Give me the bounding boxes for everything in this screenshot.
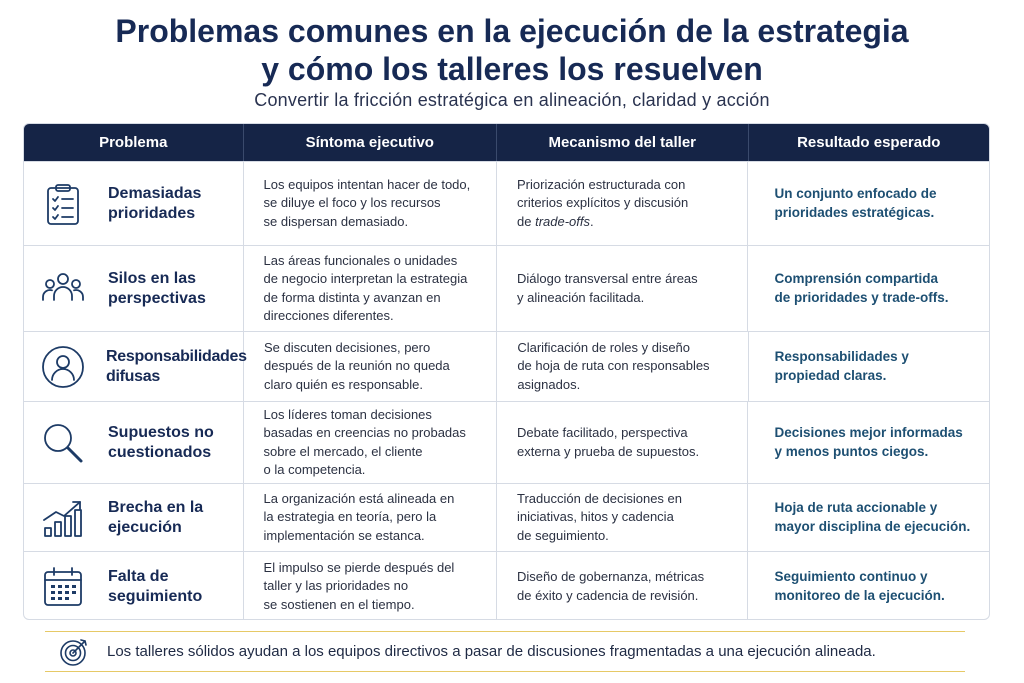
symptom-cell: Los equipos intentan hacer de todo, se diluye el foco y los recursos se dispersan demasiado.	[244, 162, 497, 245]
result-cell: Comprensión compartida de prioridades y trade-offs.	[774, 271, 949, 305]
problem-label: Brecha en la ejecución	[108, 498, 204, 536]
table-row	[24, 401, 989, 483]
problem-cell	[24, 162, 244, 245]
table-row	[24, 551, 989, 620]
clipboard-checklist-icon	[40, 181, 86, 227]
table-row	[24, 161, 989, 245]
header-resultado: Resultado esperado	[797, 134, 941, 151]
result-cell: Un conjunto enfocado de prioridades estratégicas.	[774, 186, 937, 220]
table-row	[24, 245, 989, 331]
problem-cell	[24, 484, 244, 551]
target-icon	[59, 637, 89, 667]
magnifying-glass-icon	[40, 420, 86, 466]
problem-cell	[24, 246, 244, 331]
page-title	[0, 12, 1024, 88]
user-circle-icon	[40, 344, 86, 390]
calendar-icon	[40, 564, 86, 610]
problem-label: Silos en las perspectivas	[108, 269, 206, 307]
result-cell: Responsabilidades y propiedad claras.	[774, 349, 909, 383]
title-line-2: y cómo los talleres los resuelven	[261, 51, 763, 87]
mechanism-cell: Debate facilitado, perspectiva externa y prueba de supuestos.	[497, 402, 748, 483]
people-group-icon	[40, 266, 86, 312]
symptom-cell: Los líderes toman decisiones basadas en creencias no probadas sobre el mercado, el cliente o la competencia.	[244, 402, 497, 483]
mechanism-cell: Clarificación de roles y diseño de hoja de ruta con responsables asignados.	[497, 332, 748, 401]
growth-chart-icon	[40, 495, 86, 541]
symptom-cell: Se discuten decisiones, pero después de la reunión no queda claro quién es responsable.	[244, 332, 497, 401]
comparison-table	[23, 123, 990, 620]
problem-label: Falta de seguimiento	[108, 567, 203, 605]
mechanism-cell: Priorización estructurada con criterios explícitos y discusión de trade-offs.	[497, 162, 748, 245]
header-problema: Problema	[24, 124, 244, 161]
footer-note	[45, 631, 965, 672]
problem-label: Responsabilidades difusas	[106, 347, 247, 385]
result-cell: Decisiones mejor informadas y menos puntos ciegos.	[774, 425, 963, 459]
header-mecanismo: Mecanismo del taller	[497, 124, 748, 161]
problem-cell	[24, 332, 247, 401]
page-subtitle: Convertir la fricción estratégica en alineación, claridad y acción	[254, 90, 770, 110]
title-line-1: Problemas comunes en la ejecución de la estrategia	[115, 13, 909, 49]
footer-text: Los talleres sólidos ayudan a los equipos directivos a pasar de discusiones fragmentadas a una ejecución alineada.	[107, 643, 876, 660]
problem-label: Demasiadas prioridades	[108, 184, 202, 222]
header-sintoma: Síntoma ejecutivo	[244, 124, 497, 161]
symptom-cell: Las áreas funcionales o unidades de negocio interpretan la estrategia de forma distinta y avanzan en direcciones diferentes.	[244, 246, 497, 331]
table-row	[24, 483, 989, 551]
symptom-cell: El impulso se pierde después del taller y las prioridades no se sostienen en el tiempo.	[244, 552, 497, 620]
problem-cell	[24, 552, 244, 620]
mechanism-cell: Diseño de gobernanza, métricas de éxito y cadencia de revisión.	[497, 552, 748, 620]
result-cell: Hoja de ruta accionable y mayor disciplina de ejecución.	[774, 500, 971, 534]
result-cell: Seguimiento continuo y monitoreo de la ejecución.	[774, 569, 945, 603]
table-header	[24, 124, 989, 161]
mechanism-cell: Traducción de decisiones en iniciativas, hitos y cadencia de seguimiento.	[497, 484, 748, 551]
table-row	[24, 331, 989, 401]
problem-cell	[24, 402, 244, 483]
symptom-cell: La organización está alineada en la estrategia en teoría, pero la implementación se estanca.	[244, 484, 497, 551]
problem-label: Supuestos no cuestionados	[108, 423, 214, 461]
mechanism-cell: Diálogo transversal entre áreas y alineación facilitada.	[497, 246, 748, 331]
